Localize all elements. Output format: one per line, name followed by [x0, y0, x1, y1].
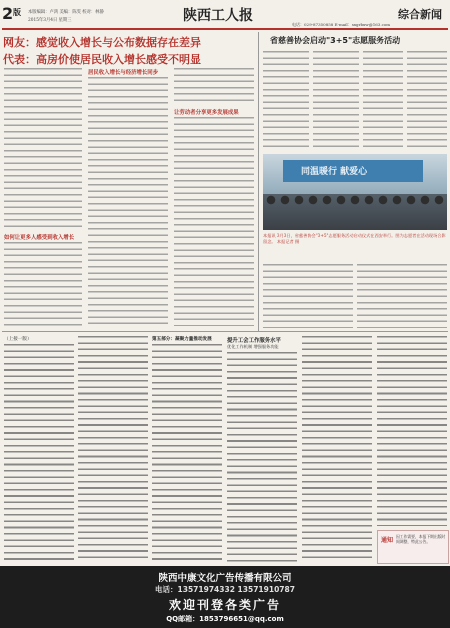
right-column-5 [263, 264, 353, 328]
right-column-6 [357, 264, 447, 328]
right-headline: 省慈善协会启动"3+5"志愿服务活动 [270, 36, 401, 45]
page-number-label: 版 [13, 8, 21, 17]
lead-subhead-3: 让劳动者分享更多发展成果 [174, 110, 239, 116]
notice-label: 通知 [381, 537, 394, 544]
ad-banner [0, 566, 450, 628]
ad-title: 陕西中康文化广告传播有限公司 [158, 573, 292, 584]
notice-box [377, 530, 449, 564]
page-number: 2 [2, 4, 14, 23]
bottom-column-1 [4, 344, 74, 562]
lead-column-3b [174, 117, 254, 326]
edition-meta: 本版编辑：卢鸿 美编：陈雯 校对：林静 [28, 10, 104, 15]
lead-column-1 [4, 68, 82, 230]
bottom-column-6 [377, 336, 447, 526]
continued-label: （上接一版） [4, 337, 32, 342]
lead-column-2 [88, 77, 168, 326]
bottom-column-5 [302, 336, 372, 562]
section-title: 综合新闻 [398, 8, 442, 21]
header-rule [2, 28, 448, 30]
masthead-logo: 陕西工人报 [183, 8, 253, 24]
photo-caption: 本报讯 3月3日，省慈善协会"3+5"志愿服务活动启动仪式在西安举行。图为志愿者在活动现场合影留念。 本报记者 摄 [263, 233, 446, 244]
ad-phone: 电话：13571974332 13571910787 [155, 585, 295, 594]
lead-column-3 [174, 68, 254, 104]
right-column-3 [363, 51, 403, 151]
bottom-subhead-2: 优化工作机制 增强服务功能 [227, 344, 279, 349]
news-photo [263, 154, 447, 230]
lead-subhead-2: 如何让更多人感受到收入增长 [4, 235, 75, 241]
bottom-headline: 提升工会工作服务水平 [227, 338, 281, 344]
bottom-subhead: 第五部分：凝聚力量推动发展 [152, 337, 212, 342]
right-column-2 [313, 51, 359, 151]
lead-subhead-1: 居民收入增长与经济增长同步 [88, 70, 159, 76]
bottom-column-3 [152, 344, 222, 562]
bottom-column-2 [78, 336, 148, 562]
issue-date: 2015年3月4日 星期三 [28, 18, 72, 23]
lead-column-1b [4, 242, 82, 326]
lead-headline-2: 代表：高房价使居民收入增长感受不明显 [3, 53, 201, 66]
photo-crowd [263, 194, 447, 230]
right-column-1 [263, 51, 309, 151]
column-divider [258, 32, 259, 332]
notice-text: 因工作需要，本报下期出版时间调整，特此公告。 [396, 534, 446, 544]
ad-welcome: 欢迎刊登各类广告 [168, 598, 281, 612]
photo-banner-text: 同温暖行 献爱心 [301, 167, 368, 177]
bottom-column-4 [227, 352, 297, 562]
contact-line: 电话：029-87350858 E-mail：sxgrbxw@163.com [292, 22, 391, 27]
section-divider [2, 331, 448, 332]
ad-qq: QQ邮箱：1853796651@qq.com [166, 615, 284, 623]
page-header [0, 0, 450, 30]
lead-headline-1: 网友：感觉收入增长与公布数据存在差异 [3, 36, 201, 49]
right-column-4 [407, 51, 447, 151]
